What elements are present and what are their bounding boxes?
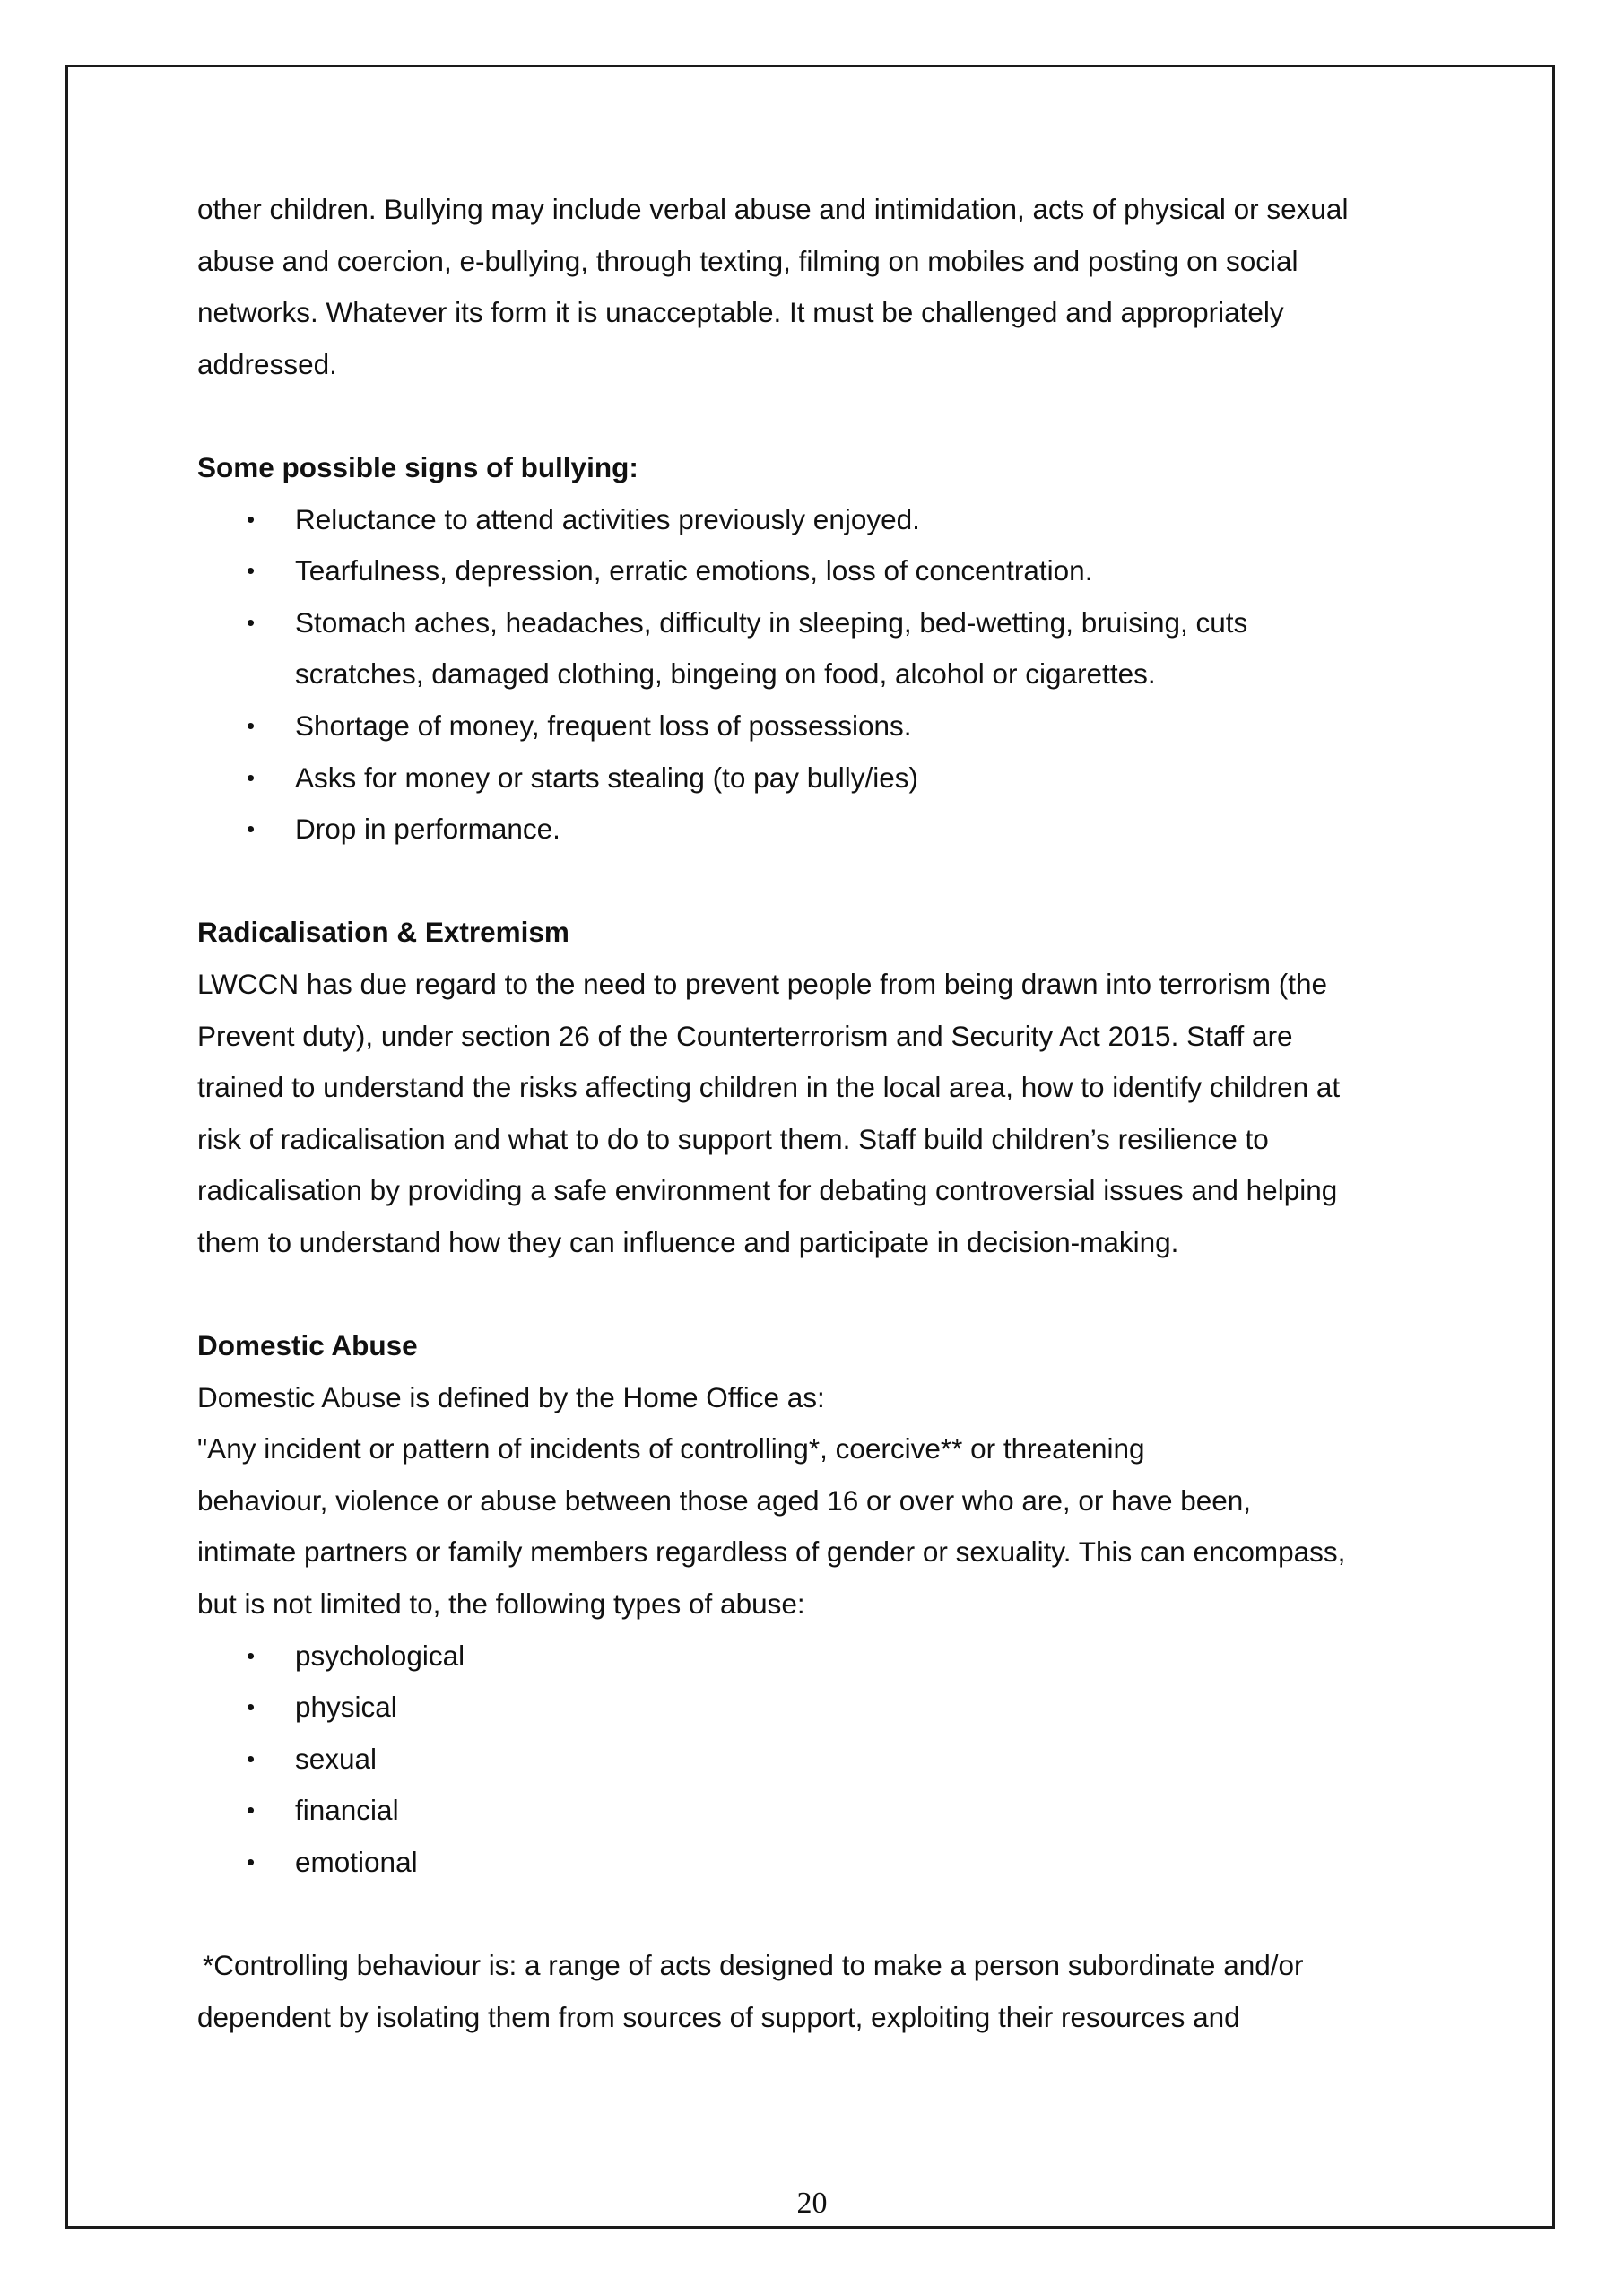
list-item xyxy=(197,597,1453,700)
list-item xyxy=(197,494,1453,546)
text-line: Prevent duty), under section 26 of the Counterterrorism and Security Act 2015. Staff are xyxy=(197,1019,1293,1052)
intro-paragraph xyxy=(197,184,1453,390)
text-line: addressed. xyxy=(197,347,337,380)
section-heading: Some possible signs of bullying: xyxy=(197,450,638,483)
list-item xyxy=(197,1837,1453,1889)
bullet-icon: • xyxy=(247,608,256,636)
bullet-icon: • xyxy=(247,505,256,533)
text-line: LWCCN has due regard to the need to prevent people from being drawn into terrorism (the xyxy=(197,967,1328,1000)
list-item xyxy=(197,1682,1453,1734)
spacer xyxy=(197,1889,1453,1941)
spacer xyxy=(197,856,1453,908)
list-item xyxy=(197,1785,1453,1837)
text-line: other children. Bullying may include verbal abuse and intimidation, acts of physical or sexual xyxy=(197,193,1349,225)
list-item-text: Shortage of money, frequent loss of possessions. xyxy=(295,709,912,742)
list-item-text: Asks for money or starts stealing (to pay bully/ies) xyxy=(295,761,919,794)
list-item xyxy=(197,804,1453,856)
text-line: behaviour, violence or abuse between those aged 16 or over who are, or have been, xyxy=(197,1483,1252,1517)
bullet-icon: • xyxy=(247,711,256,739)
bullet-icon: • xyxy=(247,1641,256,1669)
text-line: radicalisation by providing a safe environment for debating controversial issues and helping xyxy=(197,1174,1338,1207)
list-item-text: financial xyxy=(295,1794,399,1827)
text-line: Domestic Abuse is defined by the Home Office as: xyxy=(197,1380,825,1413)
bullying-signs-list xyxy=(197,494,1453,856)
text-line: risk of radicalisation and what to do to support them. Staff build children’s resilience to xyxy=(197,1122,1269,1155)
bullet-icon: • xyxy=(247,1744,256,1772)
list-item xyxy=(197,752,1453,804)
list-item-text: Drop in performance. xyxy=(295,813,560,846)
section-heading: Radicalisation & Extremism xyxy=(197,916,569,949)
text-line: networks. Whatever its form it is unacceptable. It must be challenged and appropriately xyxy=(197,296,1284,329)
text-line: but is not limited to, the following types of abuse: xyxy=(197,1587,805,1621)
radicalisation-section xyxy=(197,907,1453,1268)
page-number: 20 xyxy=(796,2187,828,2220)
spacer xyxy=(197,1268,1453,1320)
list-item xyxy=(197,700,1453,752)
list-item-text: sexual xyxy=(295,1742,378,1775)
footnote-line: dependent by isolating them from sources of support, exploiting their resources and xyxy=(197,2000,1240,2033)
list-item xyxy=(197,1734,1453,1786)
bullying-signs-section xyxy=(197,442,1453,856)
bullet-icon: • xyxy=(247,815,256,843)
list-item xyxy=(197,1631,1453,1683)
spacer xyxy=(197,390,1453,442)
list-item-text-line: scratches, damaged clothing, bingeing on food, alcohol or cigarettes. xyxy=(295,657,1156,691)
page-content xyxy=(197,184,1453,2043)
list-item-text: Reluctance to attend activities previously enjoyed. xyxy=(295,502,920,535)
list-item-text: emotional xyxy=(295,1846,418,1878)
text-line: intimate partners or family members regardless of gender or sexuality. This can encompass, xyxy=(197,1535,1346,1569)
bullet-icon: • xyxy=(247,557,256,585)
domestic-abuse-section xyxy=(197,1320,1453,2043)
bullet-icon: • xyxy=(247,1796,256,1824)
section-heading: Domestic Abuse xyxy=(197,1329,418,1362)
text-line: abuse and coercion, e-bullying, through texting, filming on mobiles and posting on social xyxy=(197,244,1298,277)
bullet-icon: • xyxy=(247,763,256,791)
text-line: them to understand how they can influence and participate in decision-making. xyxy=(197,1225,1179,1258)
bullet-icon: • xyxy=(247,1693,256,1721)
bullet-icon: • xyxy=(247,1848,256,1875)
list-item-text-line: Stomach aches, headaches, difficulty in sleeping, bed-wetting, bruising, cuts xyxy=(295,605,1248,639)
text-line: "Any incident or pattern of incidents of controlling*, coercive** or threatening xyxy=(197,1432,1145,1465)
footnote-line: *Controlling behaviour is: a range of acts designed to make a person subordinate and/or xyxy=(203,1949,1304,1982)
list-item-text: physical xyxy=(295,1691,397,1724)
text-line: trained to understand the risks affecting children in the local area, how to identify children at xyxy=(197,1071,1341,1104)
list-item xyxy=(197,545,1453,597)
list-item-text: Tearfulness, depression, erratic emotions, loss of concentration. xyxy=(295,554,1093,587)
list-item-text: psychological xyxy=(295,1639,465,1672)
abuse-types-list xyxy=(197,1631,1453,1889)
